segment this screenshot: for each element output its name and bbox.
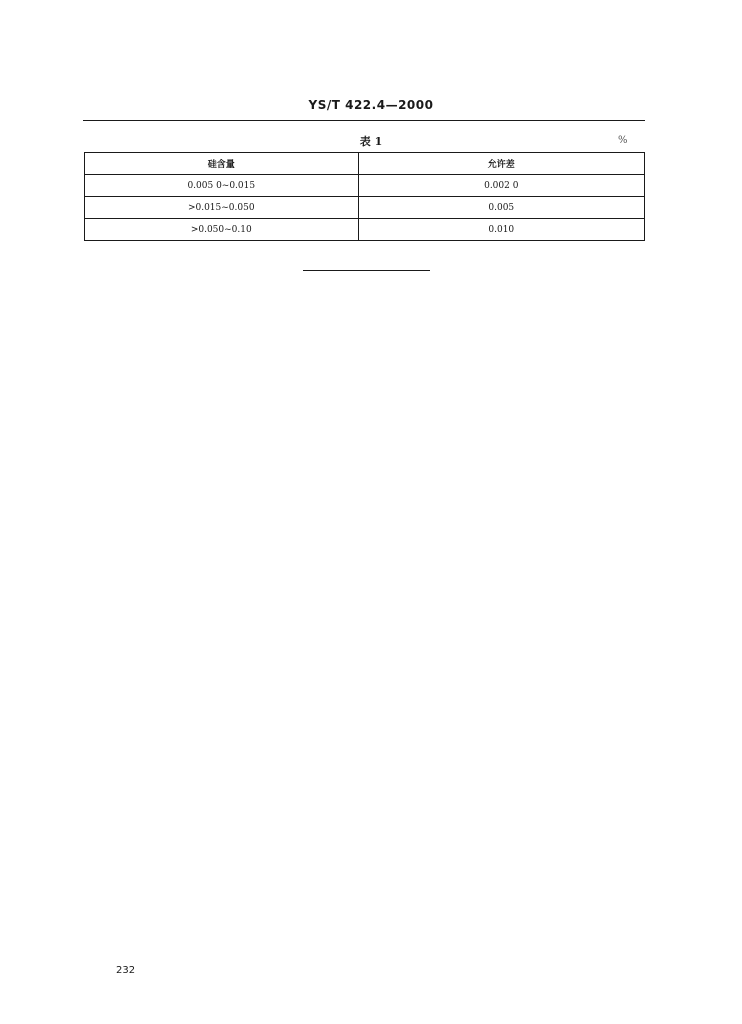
tolerance-cell: 0.002 0 — [358, 175, 644, 197]
table-unit: % — [618, 135, 628, 146]
table-row — [85, 175, 645, 197]
end-of-standard-rule — [303, 270, 430, 271]
standard-number-header: YS/T 422.4—2000 — [308, 98, 434, 112]
table-caption: 表 1 — [359, 135, 383, 148]
tolerance-cell: 0.005 — [358, 197, 644, 219]
table-row — [85, 219, 645, 241]
silicon-content-cell: >0.050~0.10 — [85, 219, 359, 241]
table-row — [85, 197, 645, 219]
tolerance-cell: 0.010 — [358, 219, 644, 241]
column-header-tolerance: 允许差 — [358, 153, 644, 175]
header-rule — [83, 120, 645, 121]
table-header-row — [85, 153, 645, 175]
page-number: 232 — [116, 965, 136, 976]
column-header-silicon-content: 硅含量 — [85, 153, 359, 175]
silicon-content-cell: >0.015~0.050 — [85, 197, 359, 219]
tolerance-table — [84, 152, 645, 241]
silicon-content-cell: 0.005 0~0.015 — [85, 175, 359, 197]
